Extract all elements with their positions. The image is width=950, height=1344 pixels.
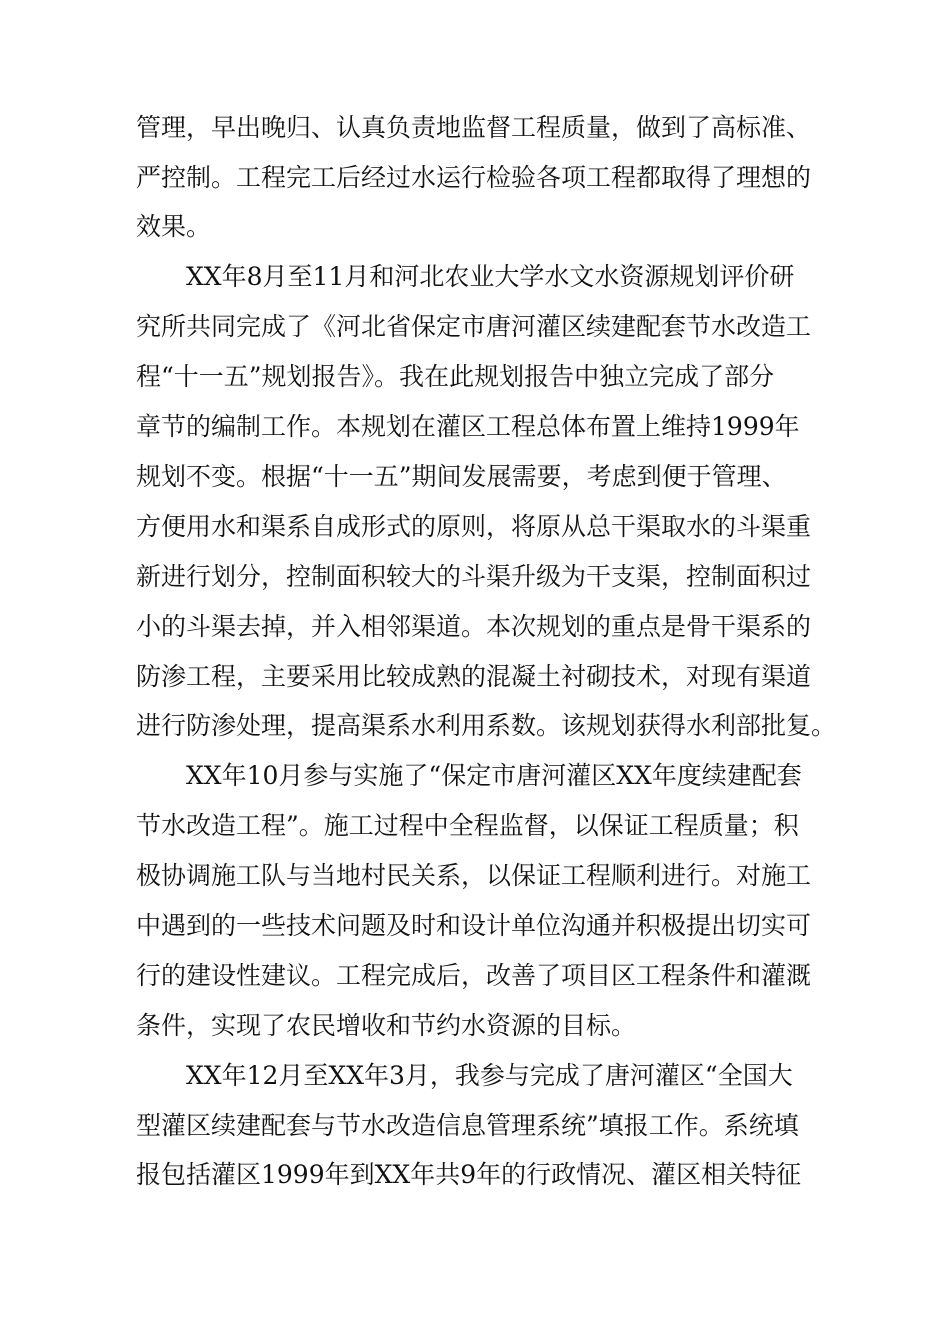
text-line: 防渗工程，主要采用比较成熟的混凝土衬砌技术，对现有渠道 bbox=[136, 662, 812, 691]
text-line: 型灌区续建配套与节水改造信息管理系统”填报工作。系统填 bbox=[136, 1111, 799, 1140]
text-line: 极协调施工队与当地村民关系，以保证工程顺利进行。对施工 bbox=[136, 861, 812, 890]
text-line: 严控制。工程完工后经过水运行检验各项工程都取得了理想的 bbox=[136, 163, 812, 192]
text-line: 新进行划分，控制面积较大的斗渠升级为干支渠，控制面积过 bbox=[136, 562, 812, 591]
text-line: 中遇到的一些技术问题及时和设计单位沟通并积极提出切实可 bbox=[136, 911, 812, 940]
paragraph-first-line: XX年12月至XX年3月，我参与完成了唐河灌区“全国大 bbox=[186, 1061, 793, 1090]
text-line: 程“十一五”规划报告》。我在此规划报告中独立完成了部分 bbox=[136, 362, 775, 391]
text-line: 报包括灌区1999年到XX年共9年的行政情况、灌区相关特征 bbox=[136, 1160, 802, 1189]
text-line: 效果。 bbox=[136, 212, 212, 241]
text-line: 小的斗渠去掉，并入相邻渠道。本次规划的重点是骨干渠系的 bbox=[136, 612, 812, 641]
text-line: 进行防渗处理，提高渠系水利用系数。该规划获得水利部批复。 bbox=[136, 711, 837, 740]
text-line: 管理，早出晚归、认真负责地监督工程质量，做到了高标准、 bbox=[136, 113, 812, 142]
paragraph-first-line: XX年10月参与实施了“保定市唐河灌区XX年度续建配套 bbox=[186, 761, 802, 790]
paragraph-first-line: XX年8月至11月和河北农业大学水文水资源规划评价研 bbox=[186, 262, 795, 291]
text-line: 行的建设性建议。工程完成后，改善了项目区工程条件和灌溉 bbox=[136, 961, 812, 990]
text-line: 方便用水和渠系自成形式的原则，将原从总干渠取水的斗渠重 bbox=[136, 512, 812, 541]
text-line: 规划不变。根据“十一五”期间发展需要，考虑到便于管理、 bbox=[136, 462, 787, 491]
text-line: 条件，实现了农民增收和节约水资源的目标。 bbox=[136, 1011, 637, 1040]
text-line: 究所共同完成了《河北省保定市唐河灌区续建配套节水改造工 bbox=[136, 312, 812, 341]
text-line: 节水改造工程”。施工过程中全程监督，以保证工程质量；积 bbox=[136, 811, 799, 840]
text-line: 章节的编制工作。本规划在灌区工程总体布置上维持1999年 bbox=[136, 412, 800, 441]
